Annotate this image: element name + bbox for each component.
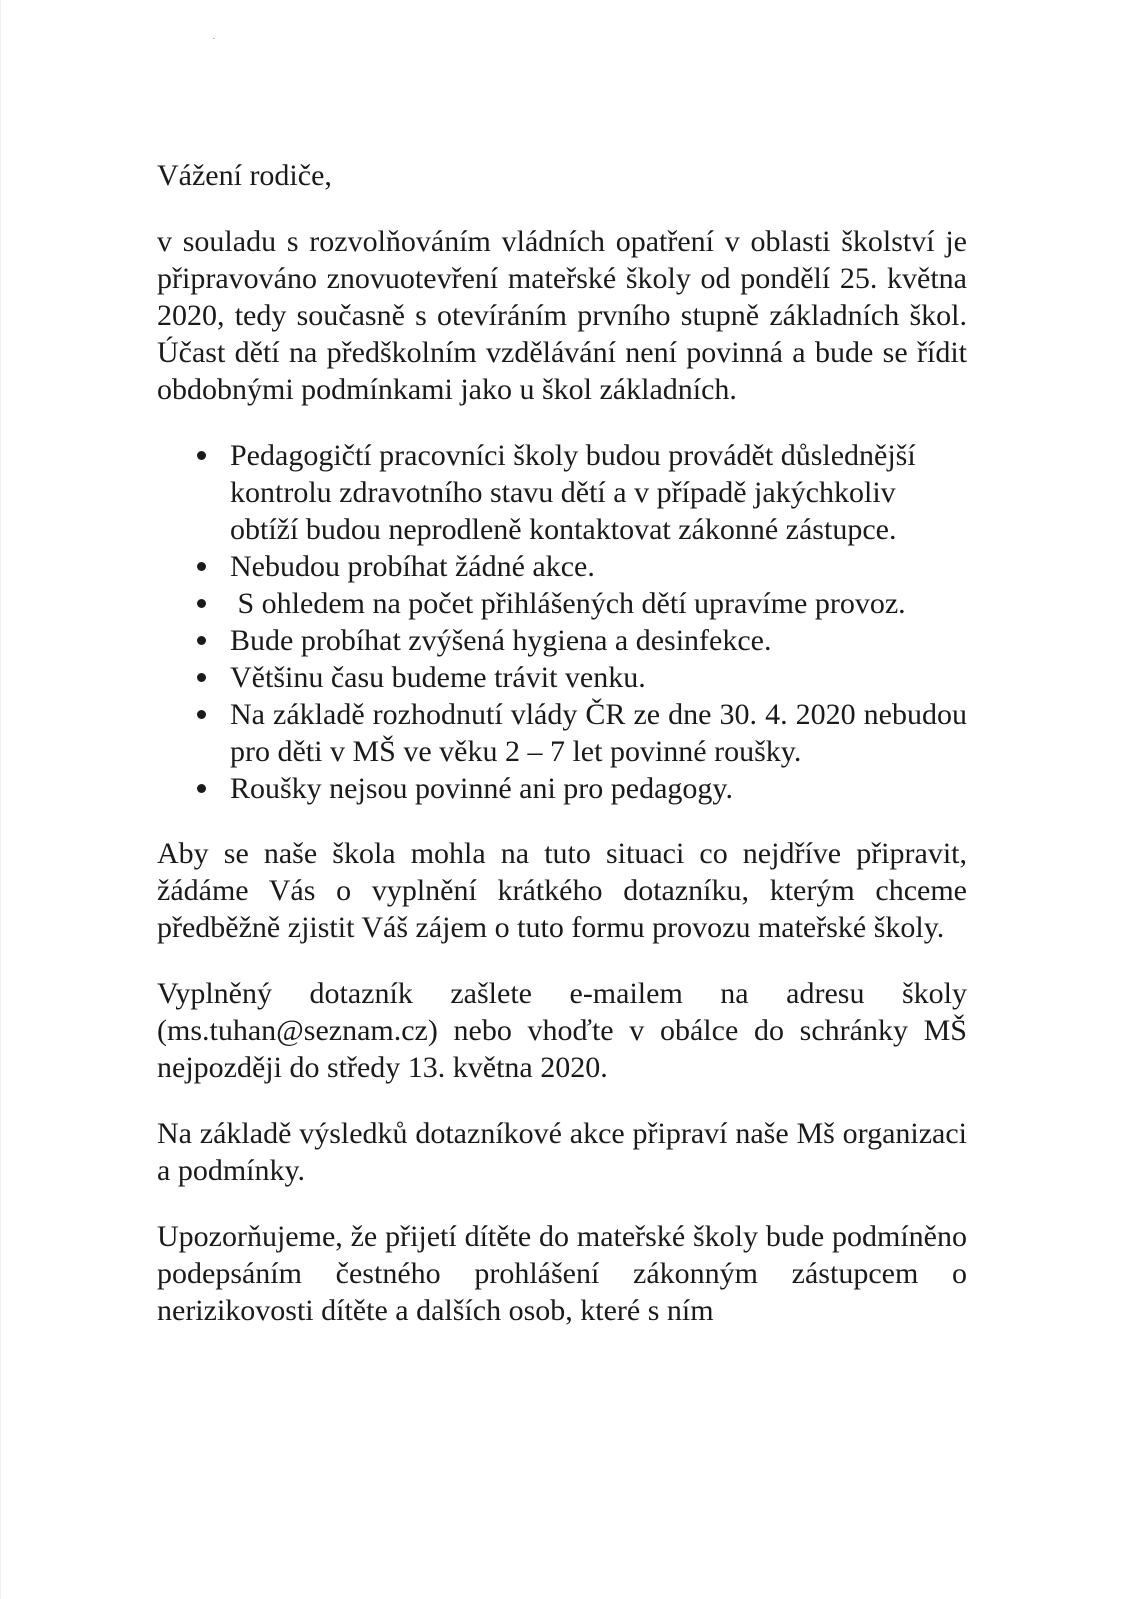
list-item xyxy=(157,696,967,770)
scan-edge xyxy=(0,0,1,1599)
list-item-text: Bude probíhat zvýšená hygiena a desinfekce. xyxy=(230,624,772,657)
list-item xyxy=(157,770,967,807)
results-paragraph: Na základě výsledků dotazníkové akce připraví naše Mš organizaci a podmínky. xyxy=(157,1117,967,1187)
list-item-text: Na základě rozhodnutí vlády ČR ze dne 30. 4. 2020 nebudou pro děti v MŠ ve věku 2 – 7 let povinné roušky. xyxy=(230,698,967,768)
intro-paragraph: v souladu s rozvolňováním vládních opatření v oblasti školství je připravováno znovuotevření mateřské školy od pondělí 25. května 2020, tedy současně s otevíráním prvního stupně základních škol. Účast dětí na předškolním vzdělávání není povinná a bude se řídit obdobnými podmínkami jako u škol základních. xyxy=(157,225,967,406)
bullet-icon xyxy=(197,636,206,645)
bullet-icon xyxy=(197,599,206,608)
list-item xyxy=(157,585,967,622)
list-item-text: Nebudou probíhat žádné akce. xyxy=(230,550,595,583)
scan-speck xyxy=(213,38,215,39)
bullet-icon xyxy=(197,562,206,571)
salutation: Vážení rodiče, xyxy=(157,159,332,192)
bullet-icon xyxy=(197,451,206,460)
list-item xyxy=(157,659,967,696)
bullet-icon xyxy=(197,673,206,682)
measures-list xyxy=(157,437,967,807)
list-item xyxy=(157,548,967,585)
submission-paragraph: Vyplněný dotazník zašlete e-mailem na adresu školy (ms.tuhan@seznam.cz) nebo vhoďte v obálce do schránky MŠ nejpozději do středy 13. května 2020. xyxy=(157,977,967,1084)
list-item-text: Pedagogičtí pracovníci školy budou provádět důslednější kontrolu zdravotního stavu dětí a v případě jakýchkoliv obtíží budou neprodleně kontaktovat zákonné zástupce. xyxy=(230,439,916,546)
letter-body xyxy=(157,157,967,1358)
list-item-text: Roušky nejsou povinné ani pro pedagogy. xyxy=(230,772,733,805)
list-item xyxy=(157,437,967,548)
notice-paragraph: Upozorňujeme, že přijetí dítěte do mateřské školy bude podmíněno podepsáním čestného prohlášení zákonným zástupcem o nerizikovosti dítěte a dalších osob, které s ním xyxy=(157,1220,967,1327)
questionnaire-paragraph: Aby se naše škola mohla na tuto situaci co nejdříve připravit, žádáme Vás o vyplnění krátkého dotazníku, kterým chceme předběžně zjistit Váš zájem o tuto formu provozu mateřské školy. xyxy=(157,837,967,944)
list-item xyxy=(157,622,967,659)
list-item-text: Většinu času budeme trávit venku. xyxy=(230,661,646,694)
bullet-icon xyxy=(197,710,206,719)
list-item-text: S ohledem na počet přihlášených dětí upravíme provoz. xyxy=(230,587,906,620)
bullet-icon xyxy=(197,784,206,793)
